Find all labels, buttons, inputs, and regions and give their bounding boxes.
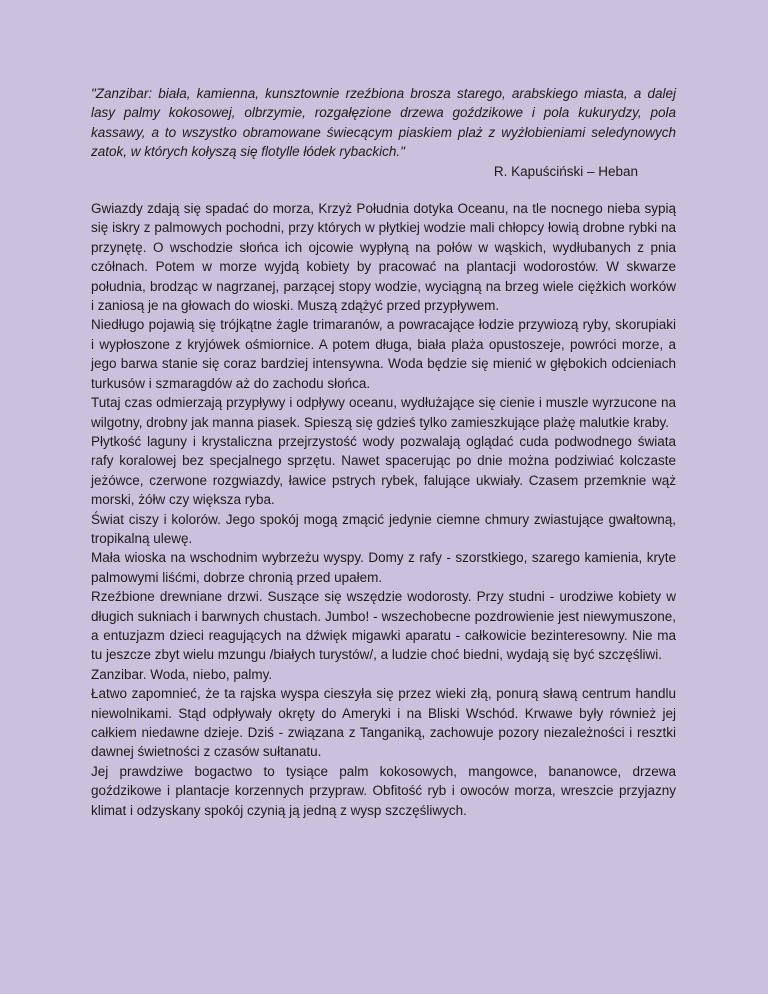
epigraph-quote: "Zanzibar: biała, kamienna, kunsztownie rzeźbiona brosza starego, arabskiego miasta, a dalej lasy palmy kokosowej, olbrzymie, rozgałęzione drzewa goździkowe i pola kukurydzy, pola kassawy, a to wszystko obramowane świecącym piaskiem plaż z wyżłobieniami seledynowych zatok, w których kołyszą się flotylle łódek rybackich." <box>91 86 676 160</box>
epigraph-attribution: R. Kapuściński – Heban <box>493 163 638 179</box>
paragraph: Zanzibar. Woda, niebo, palmy. <box>91 666 273 682</box>
paragraph: Rzeźbione drewniane drzwi. Suszące się wszędzie wodorosty. Przy studni - urodziwe kobiety w długich sukniach i barwnych chustach. Jumbo! - wszechobecne pozdrowienie jest niewymuszone, a entuzjazm dzieci reagujących na dźwięk migawki aparatu - całkowicie bezinteresowny. Nie ma tu jeszcze zbyt wielu mzungu /białych turystów/, a ludzie choć biedni, wydają się być szczęśliwi. <box>91 589 676 663</box>
paragraph: Mała wioska na wschodnim wybrzeżu wyspy. Domy z rafy - szorstkiego, szarego kamienia, kryte palmowymi liśćmi, dobrze chronią przed upałem. <box>91 550 676 585</box>
paragraph: Niedługo pojawią się trójkątne żagle trimaranów, a powracające łodzie przywiozą ryby, skorupiaki i wypłoszone z kryjówek ośmiornice. A potem długa, biała plaża opustoszeje, powróci morze, a jego barwa stanie się coraz bardziej intensywna. Woda będzie się mienić w głębokich odcieniach turkusów i szmaragdów aż do zachodu słońca. <box>91 317 676 391</box>
article-body <box>91 199 676 820</box>
paragraph: Tutaj czas odmierzają przypływy i odpływy oceanu, wydłużające się cienie i muszle wyrzucone na wilgotny, drobny jak manna piasek. Spieszą się gdzieś tylko zamieszkujące plażę malutkie kraby. <box>91 395 676 430</box>
document-page <box>91 84 676 820</box>
paragraph: Świat ciszy i kolorów. Jego spokój mogą zmącić jedynie ciemne chmury zwiastujące gwałtowną, tropikalną ulewę. <box>91 511 676 546</box>
paragraph: Gwiazdy zdają się spadać do morza, Krzyż Południa dotyka Oceanu, na tle nocnego nieba sypią się iskry z palmowych pochodni, przy których w płytkiej wodzie mali chłopcy łowią drobne rybki na przynętę. O wschodzie słońca ich ojcowie wypłyną na połów w wąskich, wydłubanych z pnia czółnach. Potem w morze wyjdą kobiety by pracować na plantacji wodorostów. W skwarze południa, brodząc w nagrzanej, parzącej stopy wodzie, wyciągną na brzeg wiele ciężkich worków i zaniosą je na głowach do wioski. Muszą zdążyć przed przypływem. <box>91 201 676 314</box>
paragraph: Jej prawdziwe bogactwo to tysiące palm kokosowych, mangowce, bananowce, drzewa goździkowe i plantacje korzennych przypraw. Obfitość ryb i owoców morza, wreszcie przyjazny klimat i odzyskany spokój czynią ją jedną z wysp szczęśliwych. <box>91 763 676 818</box>
paragraph: Łatwo zapomnieć, że ta rajska wyspa cieszyła się przez wieki złą, ponurą sławą centrum handlu niewolnikami. Stąd odpływały okręty do Ameryki i na Bliski Wschód. Krwawe były również jej całkiem niedawne dzieje. Dziś - związana z Tanganiką, zachowuje pozory niezależności i resztki dawnej świetności z czasów sułtanatu. <box>91 686 676 760</box>
paragraph: Płytkość laguny i krystaliczna przejrzystość wody pozwalają oglądać cuda podwodnego świata rafy koralowej bez specjalnego sprzętu. Nawet spacerując po dnie można podziwiać kolczaste jeżówce, czerwone rozgwiazdy, ławice pstrych rybek, falujące ukwiały. Czasem przemknie wąż morski, żółw czy większa ryba. <box>91 433 676 508</box>
